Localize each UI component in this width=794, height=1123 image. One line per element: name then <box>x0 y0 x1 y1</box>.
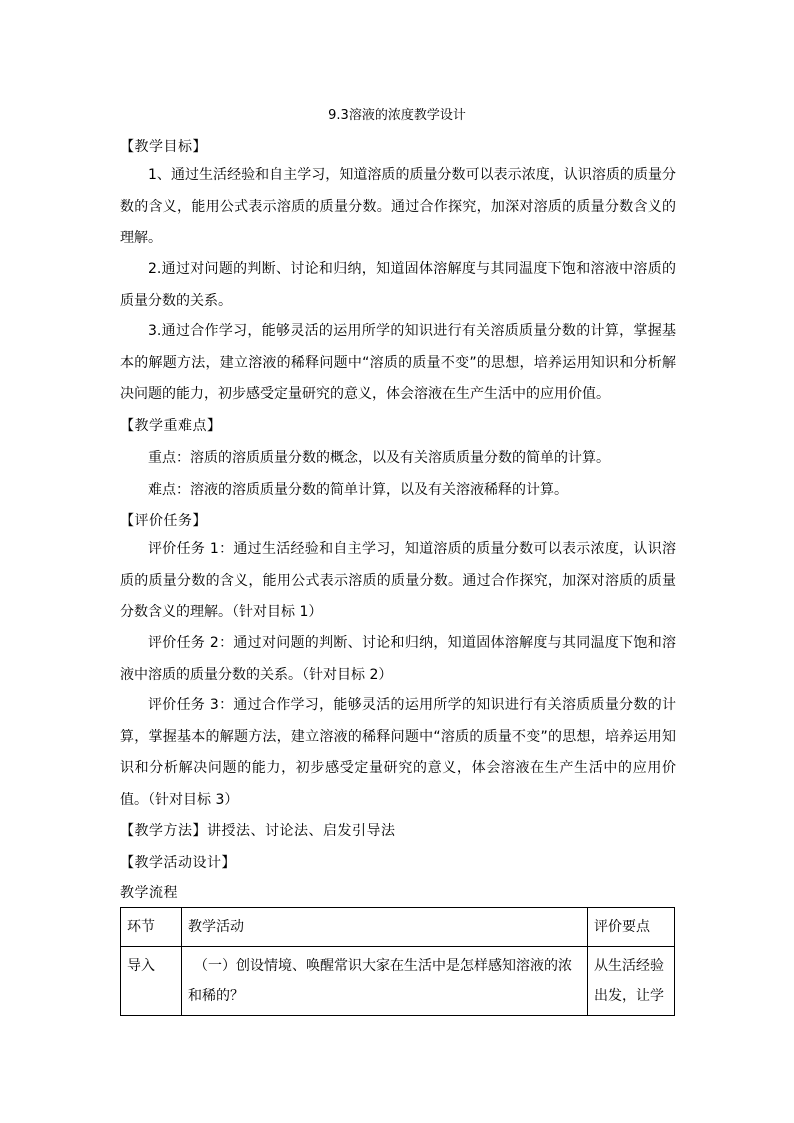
teaching-flow-table <box>120 907 675 1016</box>
difficulty-text: 难点：溶液的溶质质量分数的简单计算，以及有关溶液稀释的计算。 <box>148 482 568 498</box>
evaluation-heading: 【评价任务】 <box>120 513 207 529</box>
table-cell-evaluation: 从生活经验出发，让学 <box>588 947 675 1016</box>
table-cell-activity: （一）创设情境、唤醒常识大家在生活中是怎样感知溶液的浓和稀的？ <box>182 947 588 1016</box>
document-title: 9.3溶液的浓度教学设计 <box>328 108 466 123</box>
key-difficulty-heading: 【教学重难点】 <box>120 418 222 434</box>
activity-design-heading: 【教学活动设计】 <box>120 855 236 871</box>
teaching-method: 【教学方法】讲授法、讨论法、启发引导法 <box>120 823 396 839</box>
goal-1-paragraph: 1、通过生活经验和自主学习，知道溶质的质量分数可以表示浓度，认识溶质的质量分数的含义，能用公式表示溶质的质量分数。通过合作探究，加深对溶质的质量分数含义的理解。 <box>120 167 676 246</box>
table-header-cell: 教学活动 <box>182 908 588 947</box>
table-row <box>121 947 675 1016</box>
table-header-row <box>121 908 675 947</box>
table-header-cell: 环节 <box>121 908 182 947</box>
key-point-text: 重点：溶质的溶质质量分数的概念，以及有关溶质质量分数的简单的计算。 <box>148 450 610 466</box>
goal-2-paragraph: 2.通过对问题的判断、讨论和归纳，知道固体溶解度与其同温度下饱和溶液中溶质的质量分数的关系。 <box>120 261 676 309</box>
goals-heading: 【教学目标】 <box>120 139 207 155</box>
evaluation-task-2: 评价任务 2：通过对问题的判断、讨论和归纳，知道固体溶解度与其同温度下饱和溶液中溶质的质量分数的关系。（针对目标 2） <box>120 635 676 683</box>
table-cell-stage: 导入 <box>121 947 182 1016</box>
table-header-cell: 评价要点 <box>588 908 675 947</box>
evaluation-task-3: 评价任务 3：通过合作学习，能够灵活的运用所学的知识进行有关溶质质量分数的计算，掌握基本的解题方法，建立溶液的稀释问题中“溶质的质量不变”的思想，培养运用知识和分析解决问题的能力，初步感受定量研究的意义，体会溶液在生产生活中的应用价值。（针对目标 3） <box>120 697 676 808</box>
teaching-flow-label: 教学流程 <box>120 885 178 901</box>
goal-3-paragraph: 3.通过合作学习，能够灵活的运用所学的知识进行有关溶质质量分数的计算，掌握基本的解题方法，建立溶液的稀释问题中“溶质的质量不变”的思想，培养运用知识和分析解决问题的能力，初步感受定量研究的意义，体会溶液在生产生活中的应用价值。 <box>120 323 676 402</box>
evaluation-task-1: 评价任务 1：通过生活经验和自主学习，知道溶质的质量分数可以表示浓度，认识溶质的质量分数的含义，能用公式表示溶质的质量分数。通过合作探究，加深对溶质的质量分数含义的理解。（针对目标 1） <box>120 541 676 620</box>
